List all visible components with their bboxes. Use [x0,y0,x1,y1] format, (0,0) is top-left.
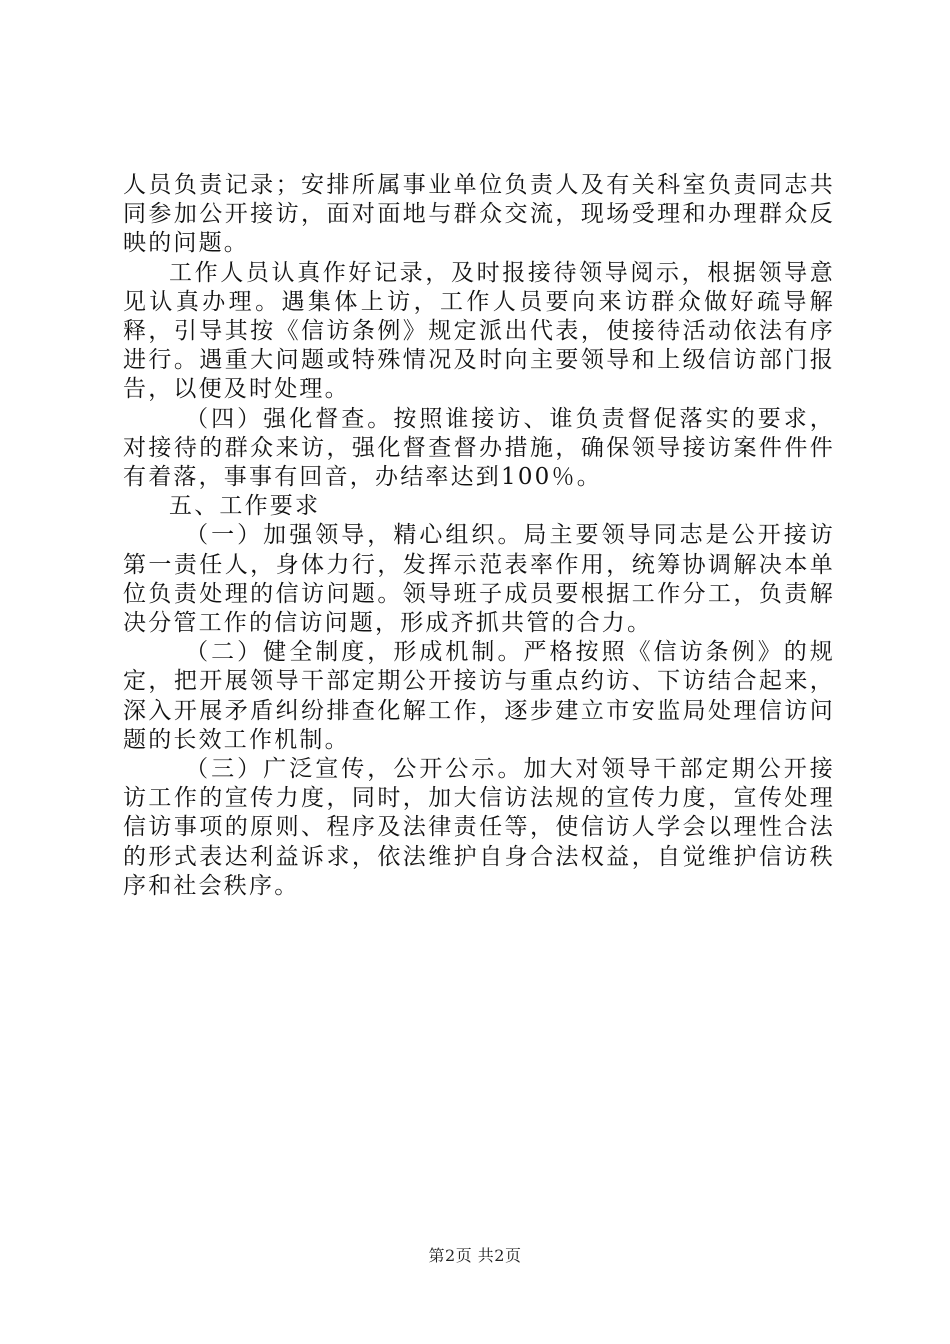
paragraph-improve-system: （二）健全制度，形成机制。严格按照《信访条例》的规定，把开展领导干部定期公开接访与重点约访、下访结合起来，深入开展矛盾纠纷排查化解工作，逐步建立市安监局处理信访问题的长效工作机制。 [123,639,835,753]
paragraph-publicity: （三）广泛宣传，公开公示。加大对领导干部定期公开接访工作的宣传力度，同时，加大信访法规的宣传力度，宣传处理信访事项的原则、程序及法律责任等，使信访人学会以理性合法的形式表达利益诉求，依法维护自身合法权益，自觉维护信访秩序和社会秩序。 [123,756,835,899]
paragraph-continuation: 人员负责记录；安排所属事业单位负责人及有关科室负责同志共同参加公开接访，面对面地与群众交流，现场受理和办理群众反映的问题。 [123,172,835,257]
page-number: 第2页 共2页 [428,1246,522,1265]
paragraph-reception-records: 工作人员认真作好记录，及时报接待领导阅示，根据领导意见认真办理。遇集体上访，工作人员要向来访群众做好疏导解释，引导其按《信访条例》规定派出代表，使接待活动依法有序进行。遇重大问题或特殊情况及时向主要领导和上级信访部门报告，以便及时处理。 [123,259,835,403]
document-body [123,171,835,901]
section-heading-work-requirements: 五、工作要求 [169,493,321,520]
paragraph-strengthen-leadership: （一）加强领导，精心组织。局主要领导同志是公开接访第一责任人，身体力行，发挥示范表率作用，统筹协调解决本单位负责处理的信访问题。领导班子成员要根据工作分工，负责解决分管工作的信访问题，形成齐抓共管的合力。 [123,522,835,637]
page-footer [0,1243,950,1266]
paragraph-strengthen-supervision: （四）强化督查。按照谁接访、谁负责督促落实的要求，对接待的群众来访，强化督查督办措施，确保领导接访案件件件有着落，事事有回音，办结率达到100％。 [123,405,835,491]
